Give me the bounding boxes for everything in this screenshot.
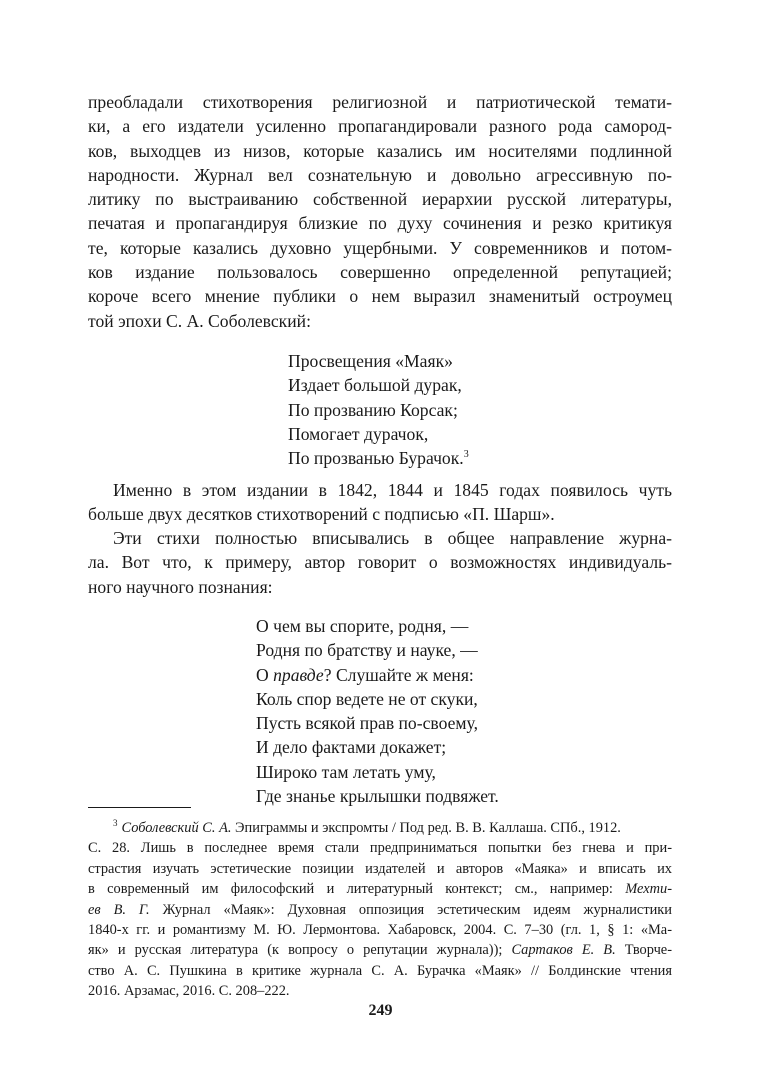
text-line: ков издание пользовалось совершенно определенной репутацией;: [88, 262, 672, 283]
text-line: преобладали стихотворения религиозной и патриотической темати-: [88, 92, 672, 112]
verse-line: Родня по братству и науке, —: [256, 640, 478, 661]
text-line: те, которые казались духовно ущербными. У современников и потом-: [88, 237, 672, 258]
emphasis: правде: [273, 664, 324, 685]
footnote-line: С. 28. Лишь в последнее время стали предприниматься попытки без гнева и при-: [88, 840, 672, 857]
footnote-text: Эпиграммы и экспромты / Под ред. В. В. Каллаша. СПб., 1912.: [231, 820, 621, 836]
text-line: больше двух десятков стихотворений с подписью «П. Шарш».: [88, 504, 555, 525]
verse-line: [288, 446, 469, 470]
footnote-line: страстия изучать эстетические позиции издателей и авторов «Маяка» и вписать их: [88, 860, 672, 877]
verse-line: Помогает дурачок,: [288, 423, 429, 444]
text-line: печатая и пропагандируя близкие по духу сочинения и резко критикуя: [88, 213, 672, 234]
footnote-line: 2016. Арзамас, 2016. С. 208–222.: [88, 983, 290, 1000]
verse-line: И дело фактами докажет;: [256, 737, 447, 758]
footnote-reference[interactable]: 3: [463, 449, 469, 461]
text-line: той эпохи С. А. Соболевский:: [88, 310, 311, 331]
author-name: Соболевский С. А.: [121, 820, 232, 836]
verse-line: [256, 663, 499, 687]
verse-line: Широко там летать уму,: [256, 761, 436, 782]
text-line: короче всего мнение публики о нем выразил знаменитый остроумец: [88, 286, 672, 307]
verse-line: Просвещения «Маяк»: [288, 351, 453, 371]
verse-line: По прозванию Корсак;: [288, 399, 458, 420]
verse-line: Где знанье крылышки подвяжет.: [256, 786, 499, 807]
text-line: ла. Вот что, к примеру, автор говорит о возможностях индивидуаль-: [88, 552, 672, 573]
page-number: 249: [368, 1002, 393, 1019]
author-name: ев В. Г.: [88, 901, 150, 918]
verse-text: О: [256, 664, 274, 685]
verse-line: О чем вы спорите, родня, —: [256, 616, 469, 636]
verse-line: Коль спор ведете не от скуки,: [256, 688, 478, 709]
footnote-line: [88, 900, 672, 920]
text-line: ков, выходцев из низов, которые казались им носителями подлинной: [88, 140, 672, 161]
author-name: Мехти-: [625, 881, 672, 898]
footnote-line: [88, 818, 672, 838]
footnote-line: [88, 940, 672, 960]
footnote-text: Журнал «Маяк»: Духовная оппозиция эстетическим идеям журналистики: [149, 901, 672, 918]
footnote-line: ство А. С. Пушкина в критике журнала С. А. Бурачка «Маяк» // Болдинские чтения: [88, 962, 672, 979]
footnote-line: 1840-х гг. и романтизму М. Ю. Лермонтова. Хабаровск, 2004. С. 7–30 (гл. 1, § 1: «Ма-: [88, 921, 672, 938]
text-line: Именно в этом издании в 1842, 1844 и 1845 годах появилось чуть: [113, 480, 672, 500]
verse-text: По прозванью Бурачок.: [288, 448, 464, 469]
footnote: [88, 818, 672, 1002]
footnote-line: [88, 879, 672, 899]
text-line: ного научного познания:: [88, 576, 273, 597]
text-line: Эти стихи полностью вписывались в общее направление журна-: [113, 528, 672, 548]
footnote-marker: 3: [113, 818, 118, 829]
footnote-text: як» и русская литература (к вопросу о репутации журнала));: [88, 942, 512, 959]
footnote-text: Творче-: [615, 942, 672, 959]
verse-line: Издает большой дурак,: [288, 375, 462, 396]
paragraph-3: [88, 526, 672, 599]
epigram: [288, 349, 469, 470]
text-line: ки, а его издатели усиленно пропагандировали разного рода самород-: [88, 116, 672, 137]
footnote-text: в современный им философский и литературный контекст; см., например:: [88, 881, 626, 898]
text-line: литику по выстраиванию собственной иерархии русской литературы,: [88, 189, 672, 210]
paragraph-1: [88, 90, 672, 333]
verse-text: ? Слушайте ж меня:: [323, 664, 474, 685]
paragraph-2: [88, 478, 672, 527]
verse-line: Пусть всякой прав по-своему,: [256, 713, 478, 734]
author-name: Сартаков Е. В.: [511, 942, 616, 959]
text-line: народности. Журнал вел сознательную и довольно агрессивную по-: [88, 164, 672, 185]
poem: [256, 614, 499, 808]
footnote-divider: [88, 807, 191, 808]
